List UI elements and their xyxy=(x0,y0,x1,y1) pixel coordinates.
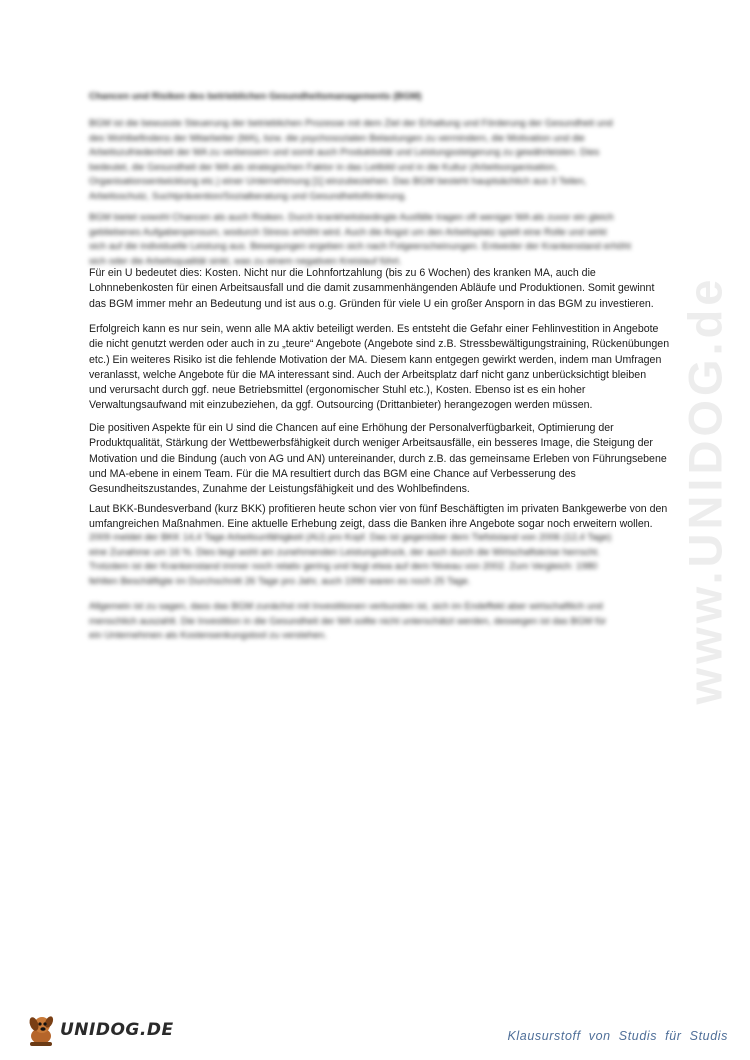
paragraph-line: Verwaltungsaufwand mit einzubeziehen, da ggf. Outsourcing (Drittanbieter) herangezogen werden müssen. xyxy=(89,399,593,412)
paragraph-line: Trotzdem ist der Krankenstand immer noch relativ gering und liegt etwa auf dem Niveau von 2002. Zum Vergleich: 1980 xyxy=(89,561,598,573)
footer-slogan: Klausurstoff von Studis für Studis xyxy=(507,1029,728,1043)
paragraph-line: das BGM immer mehr an Bedeutung und ist aus o.g. Gründen für viele U ein großer Ansporn in das BGM zu investieren. xyxy=(89,297,654,310)
logo-wordmark: UNIDOG.DE xyxy=(60,1020,174,1040)
risks-paragraph xyxy=(89,211,669,269)
paragraph-line: Erfolgreich kann es nur sein, wenn alle MA aktiv beteiligt werden. Es entsteht die Gefahr einer Fehlinvestition in Angebote xyxy=(89,323,659,335)
paragraph-line: menschlich auszahlt. Die Investition in die Gesundheit der MA sollte nicht unterschätzt werden, deswegen ist das BGM für xyxy=(89,615,607,627)
intro-paragraph xyxy=(89,117,669,205)
bkk-paragraph xyxy=(89,502,669,533)
paragraph-line: Arbeitsschutz, Suchtprävention/Sozialberatung und Gesundheitsförderung. xyxy=(89,190,407,202)
paragraph-line: veranlasst, welche Angebote für die MA interessant sind. Auch der Arbeitsplatz darf nicht ganz unberücksichtigt bleiben xyxy=(89,368,647,381)
positive-aspects-paragraph xyxy=(89,421,669,497)
paragraph-line: gebliebenes Aufgabenpensum, wodurch Stress erhöht wird. Auch die Angst um den Arbeitsplatz spielt eine Rolle und wirkt xyxy=(89,226,607,238)
paragraph-line: sich auf die individuelle Leistung aus. Bewegungen ergeben sich nach Folgeerscheinungen. Entweder der Krankenstand erhöht xyxy=(89,241,631,253)
paragraph-line: Organisationsentwicklung etc.) einer Unternehmung [1] einzubeziehen. Das BGM besteht hauptsächlich aus 3 Teilen, xyxy=(89,176,587,188)
paragraph-line: die nicht genutzt werden oder auch in zu „teure“ Angebote (Angebote sind z.B. Stressbewältigungstraining, Rückenübungen xyxy=(89,338,670,351)
paragraph-line: sich oder die Arbeitsqualität sinkt, was zu einem negativen Kreislauf führt. xyxy=(89,255,402,267)
paragraph-line: und MA-ebene in einem Team. Für die MA resultiert durch das BGM eine Chance auf Verbesserung des xyxy=(89,467,576,480)
watermark: www.UNIDOG.de xyxy=(678,275,732,705)
paragraph-line: 2009 meldet der BKK 14,4 Tage Arbeitsunfähigkeit (AU) pro Kopf. Das ist gegenüber dem Tiefststand von 2006 (12,4 Tage) xyxy=(89,532,612,543)
paragraph-line: und verursacht durch ggf. neue Betriebsmittel (ergonomischer Stuhl etc.), Kosten. Ebenso ist es ein hoher xyxy=(89,384,586,397)
paragraph-line: des Wohlbefindens der Mitarbeiter (MA), bzw. die psychosozialen Belastungen zu vermindern, die Motivation und die xyxy=(89,132,585,144)
conclusion-paragraph xyxy=(89,600,669,644)
success-paragraph xyxy=(89,322,669,414)
paragraph-line: Laut BKK-Bundesverband (kurz BKK) profitieren heute schon vier von fünf Beschäftigten im privaten Bankgewerbe von den xyxy=(89,503,668,515)
unidog-logo xyxy=(22,1012,174,1048)
paragraph-line: bedeutet, die Gesundheit der MA als strategischen Faktor in das Leitbild und in die Kultur (Arbeitsorganisation, xyxy=(89,161,558,173)
paragraph-line: BGM ist die bewusste Steuerung der betrieblichen Prozesse mit dem Ziel der Erhaltung und Förderung der Gesundheit und xyxy=(89,118,613,129)
paragraph-line: BGM bietet sowohl Chancen als auch Risiken. Durch krankheitsbedingte Ausfälle tragen oft weniger MA als zuvor ein gleich xyxy=(89,212,614,223)
document-title: Chancen und Risiken des betrieblichen Gesundheitsmanagements (BGM) xyxy=(89,91,422,102)
bkk-statistics-paragraph xyxy=(89,531,669,589)
paragraph-line: eine Zunahme um 16 %. Dies liegt wohl am zunehmenden Leistungsdruck, der auch durch die Wirtschaftskrise herrscht. xyxy=(89,546,600,558)
costs-paragraph xyxy=(89,266,669,312)
paragraph-line: Produktqualität, Stärkung der Wettbewerbsfähigkeit durch weniger Arbeitsausfälle, ein besseres Image, die Steigung der xyxy=(89,437,653,450)
paragraph-line: ein Unternehmen als Kostensenkungstool zu verstehen. xyxy=(89,630,327,642)
paragraph-line: Allgemein ist zu sagen, dass das BGM zunächst mit Investitionen verbunden ist, sich im Endeffekt aber wirtschaftlich und xyxy=(89,601,603,612)
paragraph-line: umfangreichen Maßnahmen. Eine aktuelle Erhebung zeigt, dass die Banken ihre Angebote sogar noch erweitern wollen. xyxy=(89,518,653,531)
paragraph-line: Für ein U bedeutet dies: Kosten. Nicht nur die Lohnfortzahlung (bis zu 6 Wochen) des kranken MA, auch die xyxy=(89,267,596,279)
paragraph-line: Arbeitszufriedenheit der MA zu verbessern und somit auch Produktivität und Leistungssteigerung zu gewährleisten. Dies xyxy=(89,147,600,159)
paragraph-line: Gesundheitszustandes, Zunahme der Leistungsfähigkeit und des Wohlbefindens. xyxy=(89,483,470,496)
paragraph-line: Die positiven Aspekte für ein U sind die Chancen auf eine Erhöhung der Personalverfügbarkeit, Optimierung der xyxy=(89,422,614,434)
paragraph-line: Motivation und die Bindung (auch von AG und AN) untereinander, durch z.B. das gemeinsame Erleben von Führungsebene xyxy=(89,452,667,465)
paragraph-line: Lohnnebenkosten für einen Arbeitsausfall und die damit zusammenhängenden Abläufe und Produktionen. Somit gewinnt xyxy=(89,282,655,295)
paragraph-line: fehlten Beschäftigte im Durchschnitt 26 Tage pro Jahr, auch 1990 waren es noch 25 Tage. xyxy=(89,575,471,587)
dog-mascot-icon xyxy=(22,1012,58,1048)
paragraph-line: etc.) Ein weiteres Risiko ist die fehlende Motivation der MA. Diesem kann entgegen gewirkt werden, indem man Umfragen xyxy=(89,353,662,366)
